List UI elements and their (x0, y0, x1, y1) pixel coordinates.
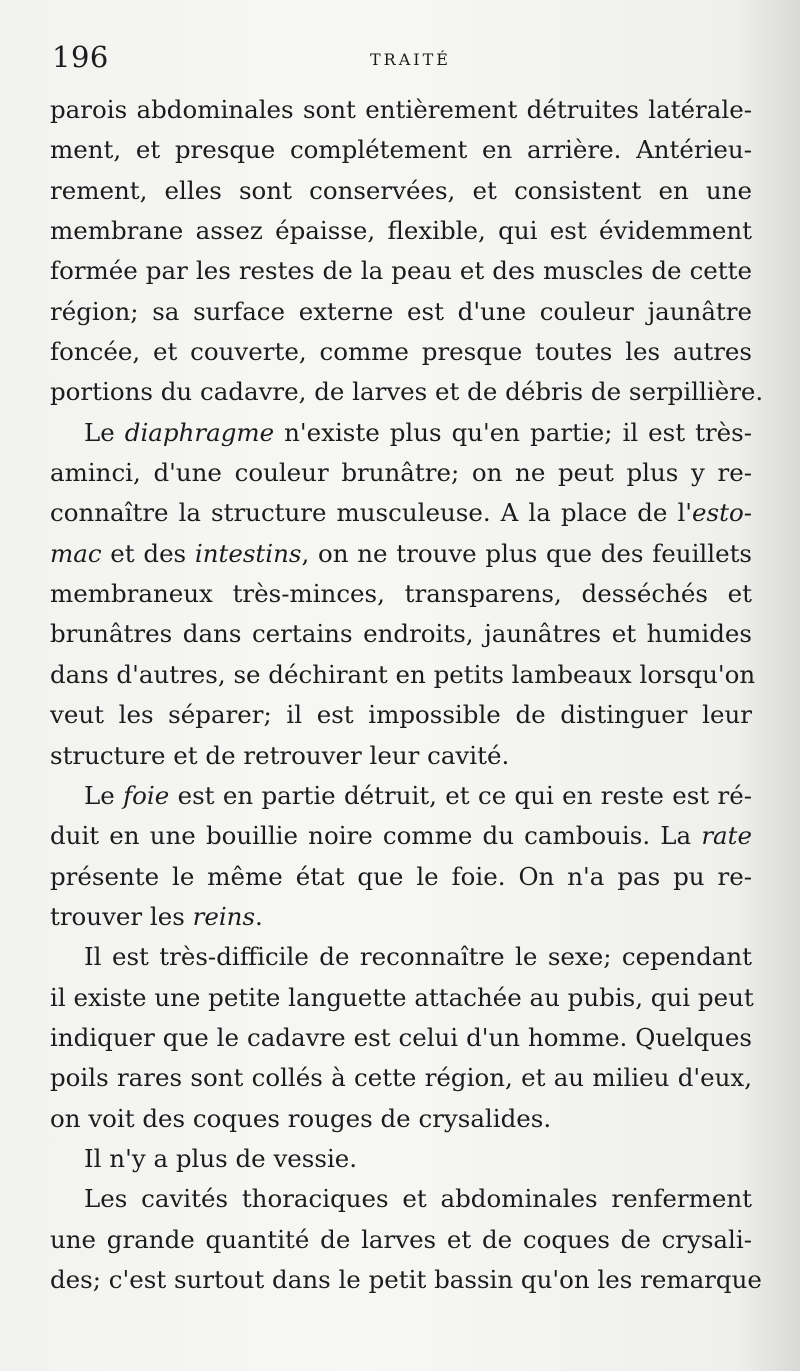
text-line: rement, elles sont conservées, et consistent en une (50, 175, 752, 205)
text-line (50, 534, 752, 574)
text-run: , on ne trouve plus que des feuillets (301, 538, 752, 568)
text-line: structure et de retrouver leur cavité. (50, 740, 510, 770)
text-line: brunâtres dans certains endroits, jaunâtres et humides (50, 619, 752, 649)
text-run: Le (84, 417, 125, 447)
page-header (52, 40, 752, 80)
text-run: . (255, 901, 263, 931)
text-line: on voit des coques rouges de crysalides. (50, 1103, 552, 1133)
page-number: 196 (52, 40, 109, 74)
italic-term-estomac-end: mac (50, 538, 102, 568)
text-line: présente le même état que le foie. On n'a pas pu re- (50, 861, 752, 891)
italic-term-reins: reins (192, 901, 256, 931)
italic-term-intestins: intestins (194, 538, 302, 568)
text-line: ment, et presque complétement en arrière. Antérieu- (50, 135, 752, 165)
italic-term-estomac: esto- (692, 498, 752, 528)
paragraph-4 (50, 937, 752, 1139)
text-run: et des (101, 538, 195, 568)
text-line: membraneux très-minces, transparens, desséchés et (50, 579, 752, 609)
text-line: veut les séparer; il est impossible de distinguer leur (50, 700, 752, 730)
text-run: n'existe plus qu'en partie; il est très- (274, 417, 752, 447)
text-line: membrane assez épaisse, flexible, qui est évidemment (50, 216, 752, 246)
text-line: Il est très-difficile de reconnaître le sexe; cependant (84, 942, 752, 972)
text-line: poils rares sont collés à cette région, et au milieu d'eux, (50, 1063, 752, 1093)
text-line: Les cavités thoraciques et abdominales renferment (84, 1184, 752, 1214)
text-line: indiquer que le cadavre est celui d'un homme. Quelques (50, 1022, 752, 1052)
text-run: trouver les (50, 901, 193, 931)
text-line: dans d'autres, se déchirant en petits lambeaux lorsqu'on (50, 659, 756, 689)
text-line: aminci, d'une couleur brunâtre; on ne peut plus y re- (50, 458, 752, 488)
text-line: Il n'y a plus de vessie. (84, 1143, 358, 1173)
text-line: portions du cadavre, de larves et de débris de serpillière. (50, 377, 764, 407)
body-text (50, 90, 764, 1300)
paragraph-1 (50, 90, 764, 413)
running-head: TRAITÉ (370, 50, 451, 69)
text-line: il existe une petite languette attachée au pubis, qui peut (50, 982, 754, 1012)
text-line: formée par les restes de la peau et des muscles de cette (50, 256, 752, 286)
text-run: Le (84, 780, 124, 810)
text-line: foncée, et couverte, comme presque toutes les autres (50, 337, 752, 367)
text-run: est en partie détruit, et ce qui en reste est ré- (169, 780, 752, 810)
italic-term-diaphragme: diaphragme (124, 417, 275, 447)
paragraph-5 (50, 1139, 752, 1179)
paragraph-2 (50, 413, 756, 776)
text-line (50, 776, 752, 816)
italic-term-foie: foie (123, 780, 170, 810)
text-line (50, 493, 752, 533)
text-line (50, 816, 752, 856)
text-run: duit en une bouillie noire comme du cambouis. La (50, 821, 702, 851)
italic-term-rate: rate (701, 821, 752, 851)
paragraph-6 (50, 1179, 762, 1300)
text-line: une grande quantité de larves et de coques de crysali- (50, 1224, 752, 1254)
paragraph-3 (50, 776, 752, 937)
text-run: connaître la structure musculeuse. A la place de l' (50, 498, 693, 528)
text-line: des; c'est surtout dans le petit bassin qu'on les remarque (50, 1264, 762, 1294)
text-line (50, 413, 752, 453)
text-line (50, 897, 752, 937)
text-line: parois abdominales sont entièrement détruites latérale- (50, 95, 752, 124)
text-line: région; sa surface externe est d'une couleur jaunâtre (50, 296, 752, 326)
